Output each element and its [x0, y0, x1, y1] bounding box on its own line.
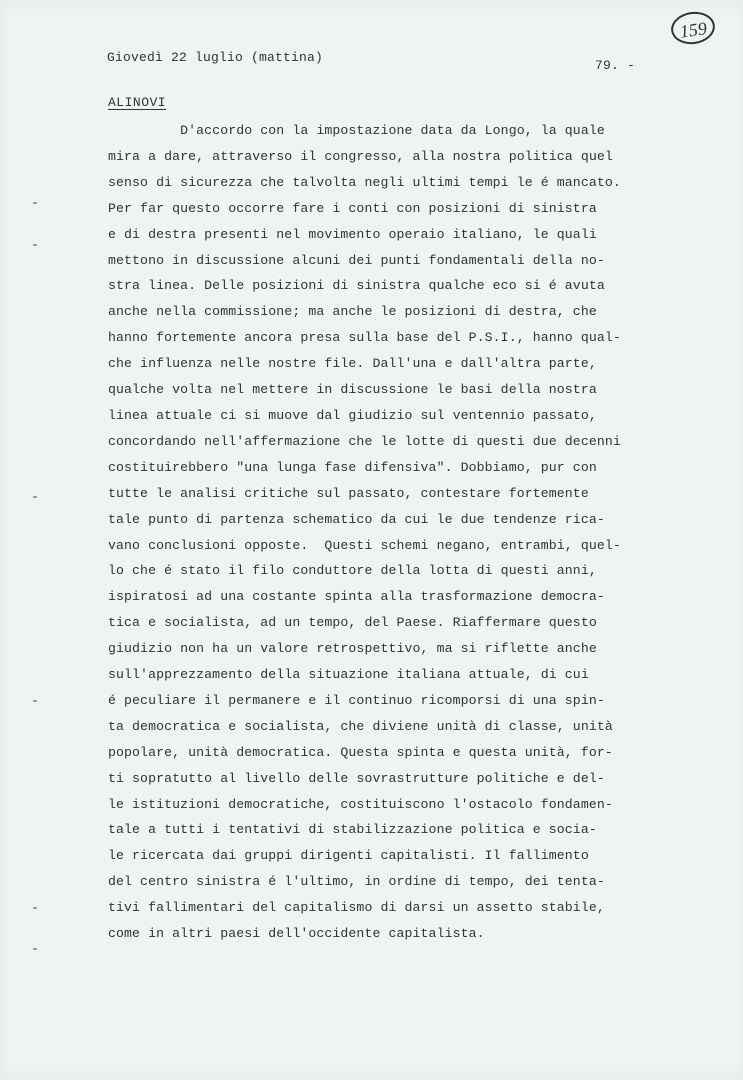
text-line: vano conclusioni opposte. Questi schemi negano, entrambi, quel-: [108, 537, 621, 553]
text-line: costituirebbero "una lunga fase difensiva". Dobbiamo, pur con: [108, 459, 597, 475]
text-line: linea attuale ci si muove dal giudizio sul ventennio passato,: [108, 407, 597, 423]
text-line: giudizio non ha un valore retrospettivo, ma si riflette anche: [108, 641, 597, 657]
archive-stamp: 159: [669, 9, 717, 47]
text-line: concordando nell'affermazione che le lotte di questi due decenni: [108, 433, 621, 449]
text-line: ispiratosi ad una costante spinta alla trasformazione democra-: [108, 589, 605, 605]
text-line: tutte le analisi critiche sul passato, contestare fortemente: [108, 485, 589, 501]
text-line: sull'apprezzamento della situazione italiana attuale, di cui: [108, 667, 589, 683]
margin-mark: [33, 700, 37, 702]
text-line: popolare, unità democratica. Questa spinta e questa unità, for-: [108, 744, 613, 760]
margin-mark: [33, 202, 37, 204]
text-line: tivi fallimentari del capitalismo di darsi un assetto stabile,: [108, 900, 605, 916]
text-line: ti sopratutto al livello delle sovrastrutture politiche e del-: [108, 770, 605, 786]
text-line: é peculiare il permanere e il continuo ricomporsi di una spin-: [108, 692, 605, 708]
text-line: ta democratica e socialista, che diviene unità di classe, unità: [108, 718, 613, 734]
margin-mark: [33, 496, 37, 498]
text-line: stra linea. Delle posizioni di sinistra qualche eco si é avuta: [108, 278, 605, 294]
margin-mark: [33, 907, 37, 909]
text-line: anche nella commissione; ma anche le posizioni di destra, che: [108, 304, 597, 320]
text-line: mettono in discussione alcuni dei punti fondamentali della no-: [108, 252, 605, 268]
text-line: D'accordo con la impostazione data da Longo, la quale: [108, 123, 605, 138]
text-line: del centro sinistra é l'ultimo, in ordine di tempo, dei tenta-: [108, 874, 605, 890]
text-line: tica e socialista, ad un tempo, del Paese. Riaffermare questo: [108, 615, 597, 631]
text-line: che influenza nelle nostre file. Dall'una e dall'altra parte,: [108, 356, 597, 372]
text-line: le ricercata dai gruppi dirigenti capitalisti. Il fallimento: [108, 848, 589, 864]
text-line: mira a dare, attraverso il congresso, alla nostra politica quel: [108, 148, 613, 164]
text-line: e di destra presenti nel movimento operaio italiano, le quali: [108, 226, 597, 242]
speech-body: [108, 118, 678, 947]
margin-mark: [33, 244, 37, 246]
text-line: qualche volta nel mettere in discussione le basi della nostra: [108, 382, 597, 398]
text-line: tale a tutti i tentativi di stabilizzazione politica e socia-: [108, 822, 597, 838]
text-line: hanno fortemente ancora presa sulla base del P.S.I., hanno qual-: [108, 330, 621, 346]
text-line: le istituzioni democratiche, costituiscono l'ostacolo fondamen-: [108, 796, 613, 812]
speaker-name: ALINOVI: [108, 95, 167, 110]
text-line: Per far questo occorre fare i conti con posizioni di sinistra: [108, 200, 597, 216]
page-number: 79. -: [595, 58, 636, 73]
session-date: Giovedì 22 luglio (mattina): [107, 50, 324, 65]
text-line: lo che é stato il filo conduttore della lotta di questi anni,: [108, 563, 597, 579]
text-line: senso di sicurezza che talvolta negli ultimi tempi le é mancato.: [108, 174, 621, 190]
margin-mark: [33, 948, 37, 950]
text-line: come in altri paesi dell'occidente capitalista.: [108, 926, 485, 942]
text-line: tale punto di partenza schematico da cui le due tendenze rica-: [108, 511, 605, 527]
